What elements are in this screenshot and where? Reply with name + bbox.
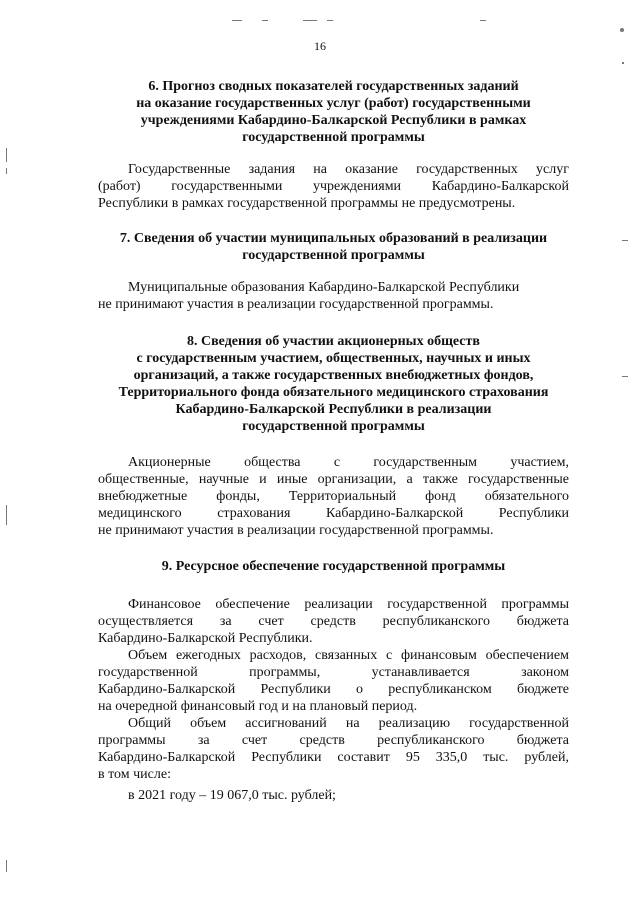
scan-artifact (327, 20, 333, 21)
scan-artifact (622, 62, 624, 64)
title-line: Кабардино-Балкарской Республики в реализации (175, 402, 492, 417)
para-line: медицинского страхования Кабардино-Балкарской Республики (98, 506, 569, 521)
scan-artifact (6, 860, 7, 872)
para-line: не принимают участия в реализации государственной программы. (98, 523, 494, 538)
section-7-title (98, 230, 569, 264)
para-line: Кабардино-Балкарской Республики о республиканском бюджете (98, 682, 569, 697)
title-line: 6. Прогноз сводных показателей государственных заданий (148, 79, 519, 94)
title-line: государственной программы (242, 248, 425, 263)
para-line: осуществляется за счет средств республиканского бюджета (98, 614, 569, 629)
section-9-title (98, 558, 569, 575)
scan-artifact (262, 20, 268, 21)
section-9-paragraph-3 (98, 715, 569, 783)
para-line: Общий объем ассигнований на реализацию государственной (128, 716, 569, 731)
title-line: учреждениями Кабардино-Балкарской Республики в рамках (140, 113, 527, 128)
title-line: на оказание государственных услуг (работ) государственными (136, 96, 531, 111)
para-line: на очередной финансовый год и на плановый период. (98, 699, 418, 714)
title-line: 8. Сведения об участии акционерных обществ (187, 334, 480, 349)
title-line: Территориального фонда обязательного медицинского страхования (118, 385, 549, 400)
para-line: Акционерные общества с государственным участием, (128, 455, 569, 470)
section-8-paragraph (98, 454, 569, 539)
para-line: государственной программы, устанавливается законом (98, 665, 569, 680)
para-line: Республики в рамках государственной программы не предусмотрены. (98, 196, 516, 211)
para-line: Финансовое обеспечение реализации государственной программы (128, 597, 569, 612)
title-line: с государственным участием, общественных, научных и иных (136, 351, 531, 366)
para-line: в том числе: (98, 767, 171, 782)
para-line: программы за счет средств республиканского бюджета (98, 733, 569, 748)
section-9-year-line (98, 787, 569, 804)
scan-artifact (303, 20, 317, 21)
scan-artifact (6, 168, 7, 174)
section-7-paragraph (98, 279, 569, 313)
section-6-paragraph (98, 161, 569, 212)
title-line: организаций, а также государственных внебюджетных фондов, (133, 368, 534, 383)
para-line: Кабардино-Балкарской Республики. (98, 631, 313, 646)
para-line: Муниципальные образования Кабардино-Балкарской Республики (128, 280, 520, 295)
para-line: Кабардино-Балкарской Республики составит 95 335,0 тыс. рублей, (98, 750, 569, 765)
title-line: 9. Ресурсное обеспечение государственной программы (161, 559, 506, 574)
scan-artifact (620, 28, 624, 32)
scan-artifact (622, 376, 628, 377)
para-line: внебюджетные фонды, Территориальный фонд обязательного (98, 489, 569, 504)
title-line: 7. Сведения об участии муниципальных образований в реализации (119, 231, 548, 246)
section-9-paragraph-1 (98, 596, 569, 647)
scan-artifact (232, 20, 242, 21)
funding-year-line: в 2021 году – 19 067,0 тыс. рублей; (128, 788, 336, 803)
page-number: 16 (314, 39, 326, 53)
para-line: (работ) государственными учреждениями Кабардино-Балкарской (98, 179, 569, 194)
para-line: общественные, научные и иные организации, а также государственные (98, 472, 569, 487)
scan-artifact (622, 240, 628, 241)
scan-artifact (6, 148, 7, 162)
para-line: не принимают участия в реализации государственной программы. (98, 297, 494, 312)
para-line: Государственные задания на оказание государственных услуг (128, 162, 569, 177)
section-6-title (98, 78, 569, 146)
scan-artifact (480, 20, 486, 21)
scan-artifact (6, 505, 7, 525)
para-line: Объем ежегодных расходов, связанных с финансовым обеспечением (128, 648, 569, 663)
section-9-paragraph-2 (98, 647, 569, 715)
section-8-title (98, 333, 569, 435)
title-line: государственной программы (242, 419, 425, 434)
title-line: государственной программы (242, 130, 425, 145)
